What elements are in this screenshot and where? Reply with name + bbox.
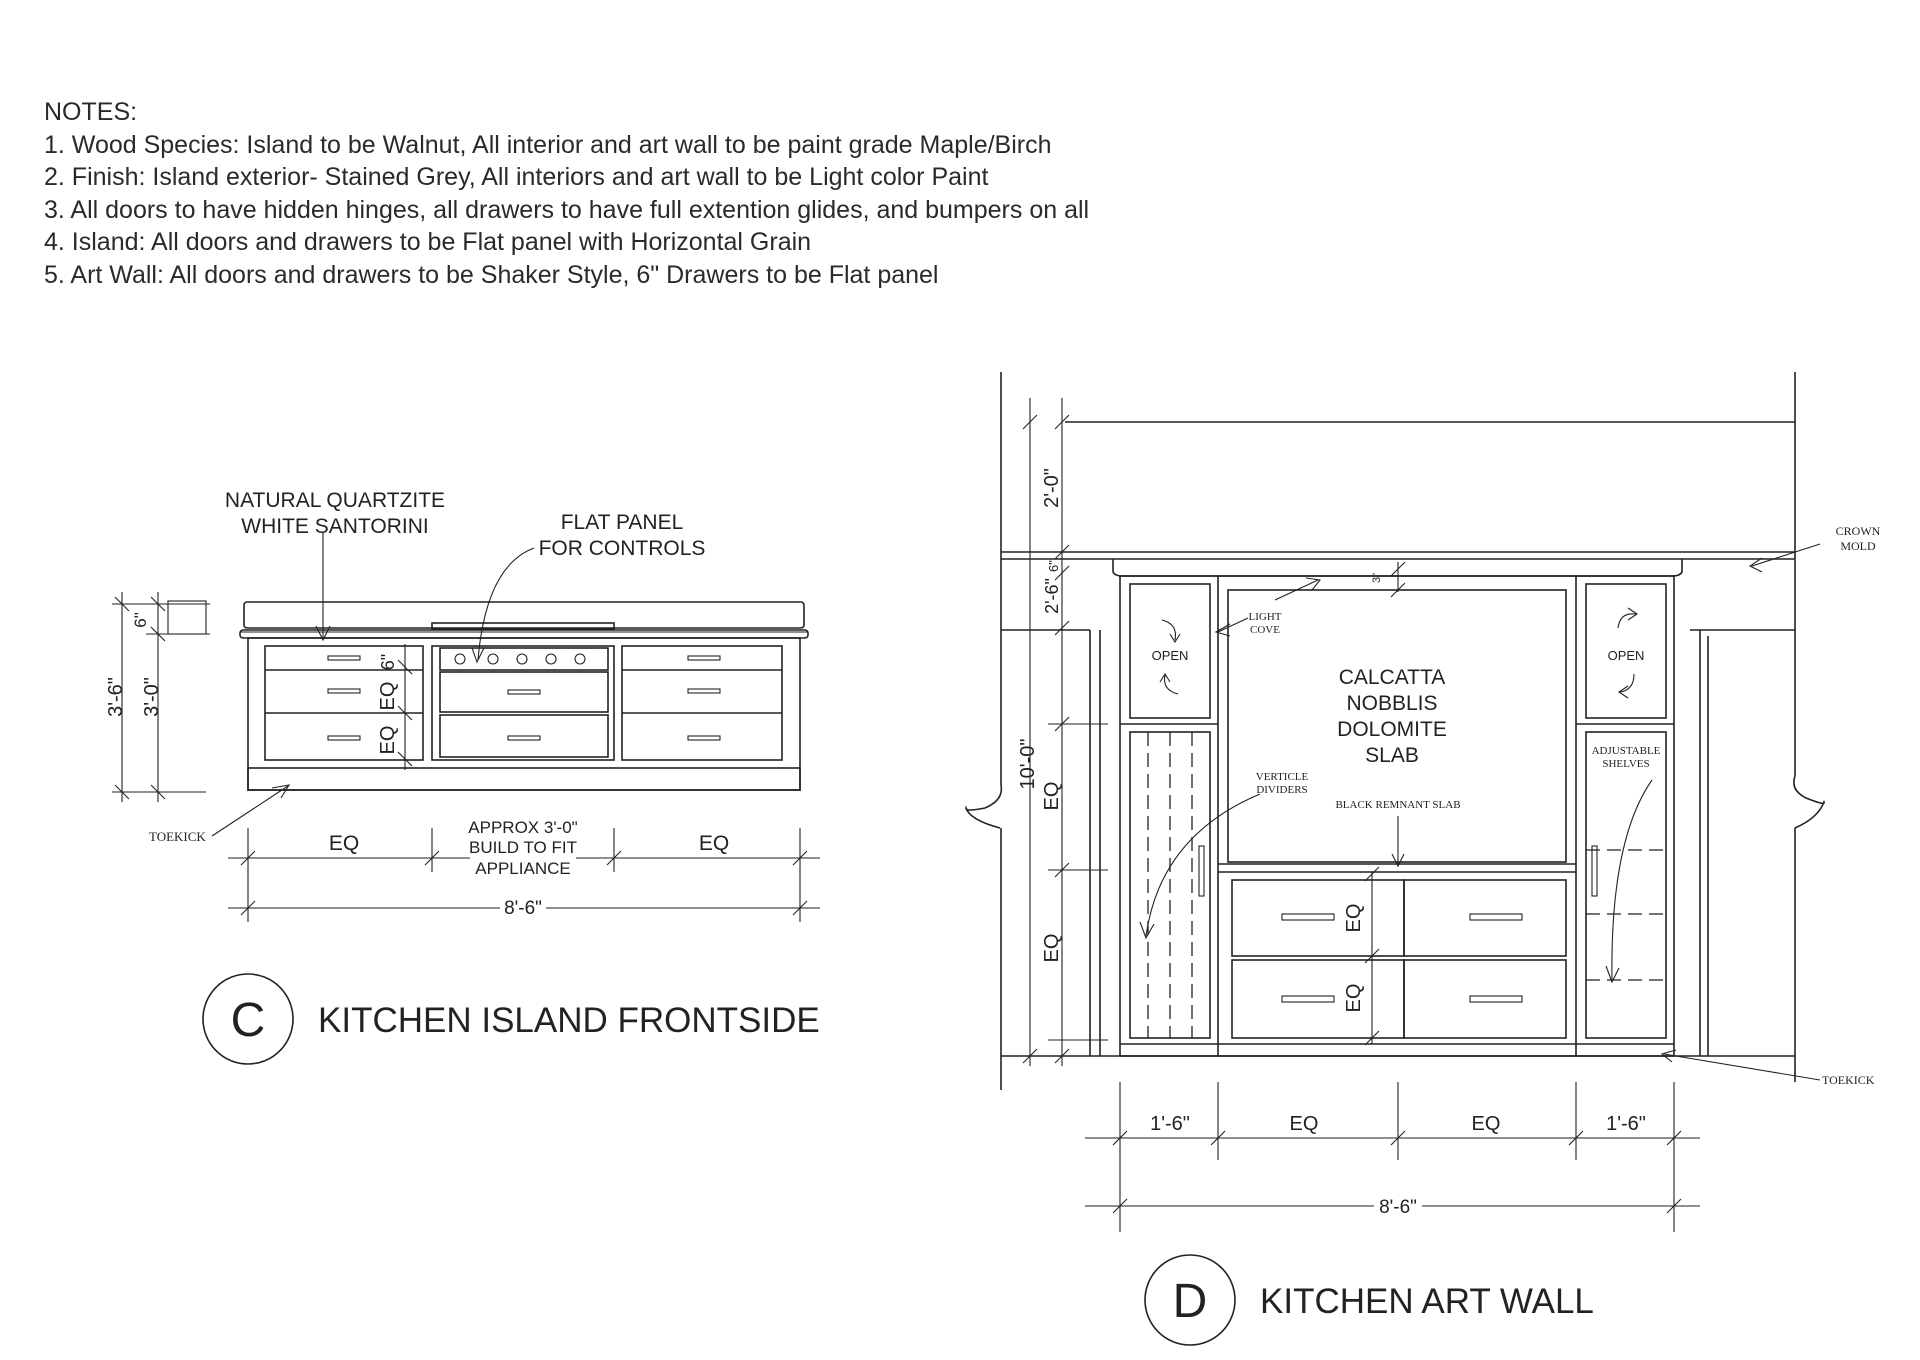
artwall-cabinet — [1120, 576, 1674, 1056]
island-appliance-section — [432, 646, 614, 760]
drawing-title: KITCHEN ISLAND FRONTSIDE — [318, 1001, 820, 1040]
open-label: OPEN — [1151, 648, 1189, 663]
dim-eq: EQ — [1343, 983, 1365, 1013]
artwall-drawers — [1232, 867, 1566, 1045]
slab-label: SLAB — [1365, 744, 1419, 767]
dim-mid: APPROX 3'-0" — [468, 818, 578, 837]
toekick-label: TOEKICK — [149, 829, 206, 844]
crown-label: MOLD — [1840, 539, 1876, 553]
remnant-label: BLACK REMNANT SLAB — [1335, 799, 1461, 811]
dim-height: 10'-0" — [1017, 738, 1039, 790]
dim-eq: EQ — [377, 681, 399, 711]
dim-top: 2'-0" — [1041, 468, 1063, 508]
dividers-label: VERTICLE — [1255, 771, 1309, 783]
control-knob-icon — [575, 654, 585, 664]
island-left-drawers — [265, 646, 423, 760]
door-left — [1130, 732, 1210, 1038]
dim-eq: EQ — [1041, 933, 1063, 963]
dim-upper: 2'-6" — [1042, 578, 1062, 614]
notes-heading: NOTES: — [44, 98, 138, 126]
note-item: 2. Finish: Island exterior- Stained Grey, All interiors and art wall to be Light color Paint — [44, 163, 989, 191]
dim-top: 6" — [131, 612, 150, 628]
shelves-label: SHELVES — [1602, 758, 1650, 770]
note-item: 4. Island: All doors and drawers to be Flat panel with Horizontal Grain — [44, 228, 812, 256]
dim-3: 3" — [1371, 572, 1383, 584]
dim-eq: EQ — [377, 725, 399, 755]
callout-letter: C — [230, 994, 266, 1047]
dim-mid-right: EQ — [1471, 1113, 1501, 1135]
door-handle — [1592, 846, 1597, 896]
island-countertop — [240, 602, 808, 638]
note-item: 5. Art Wall: All doors and drawers to be Shaker Style, 6" Drawers to be Flat panel — [44, 260, 939, 289]
countertop-label: WHITE SANTORINI — [241, 515, 429, 538]
dim-right: EQ — [698, 832, 730, 855]
control-knob-icon — [455, 654, 465, 664]
dim-counter-height: 3'-0" — [141, 677, 163, 717]
dim-eq: EQ — [1343, 903, 1365, 933]
open-label: OPEN — [1607, 648, 1645, 663]
control-knob-icon — [517, 654, 527, 664]
control-knob-icon — [546, 654, 556, 664]
dim-mid: BUILD TO FIT — [468, 838, 578, 857]
artwall-leaders — [1140, 544, 1820, 1080]
light-cove-label: COVE — [1250, 624, 1280, 636]
dim-side-right: 1'-6" — [1606, 1113, 1646, 1135]
note-item: 3. All doors to have hidden hinges, all drawers to have full extention glides, and bumpers on all — [44, 195, 1090, 224]
control-knob-icon — [488, 654, 498, 664]
dim-overall: 8'-6" — [504, 898, 542, 919]
dim-mid-left: EQ — [1289, 1113, 1319, 1135]
controls-label: FOR CONTROLS — [538, 537, 706, 560]
dim-total-height: 3'-6" — [105, 677, 127, 717]
slab-label: NOBBLIS — [1346, 692, 1438, 715]
shelves-label: ADJUSTABLE — [1591, 745, 1661, 757]
dim-6: 6" — [1046, 560, 1061, 572]
dim-mid: APPLIANCE — [475, 859, 571, 878]
slab-label: CALCATTA — [1338, 666, 1446, 689]
dim-overall: 8'-6" — [1379, 1197, 1417, 1218]
door-right — [1586, 732, 1666, 1038]
dim-eq: EQ — [1041, 781, 1063, 811]
toekick-label: TOEKICK — [1822, 1073, 1875, 1087]
island-right-drawers — [622, 646, 782, 760]
dim-left: EQ — [328, 832, 360, 855]
light-cove-label: LIGHT — [1248, 611, 1282, 623]
callout-letter: D — [1172, 1275, 1208, 1328]
slab-label: DOLOMITE — [1337, 718, 1447, 741]
drawing-title: KITCHEN ART WALL — [1260, 1282, 1594, 1321]
dim-drawer-top: 6" — [378, 653, 398, 671]
controls-label: FLAT PANEL — [560, 511, 684, 534]
island-elevation — [105, 489, 820, 1064]
door-handle — [1199, 846, 1204, 896]
island-top-profile — [168, 601, 206, 634]
dividers-label: DIVIDERS — [1256, 784, 1308, 796]
island-toekick — [248, 768, 800, 790]
dim-side-left: 1'-6" — [1150, 1113, 1190, 1135]
countertop-label: NATURAL QUARTZITE — [224, 489, 446, 512]
note-item: 1. Wood Species: Island to be Walnut, All interior and art wall to be paint grade Maple/Birch — [44, 130, 1052, 159]
artwall-elevation — [966, 372, 1881, 1345]
crown-label: CROWN — [1835, 524, 1881, 538]
